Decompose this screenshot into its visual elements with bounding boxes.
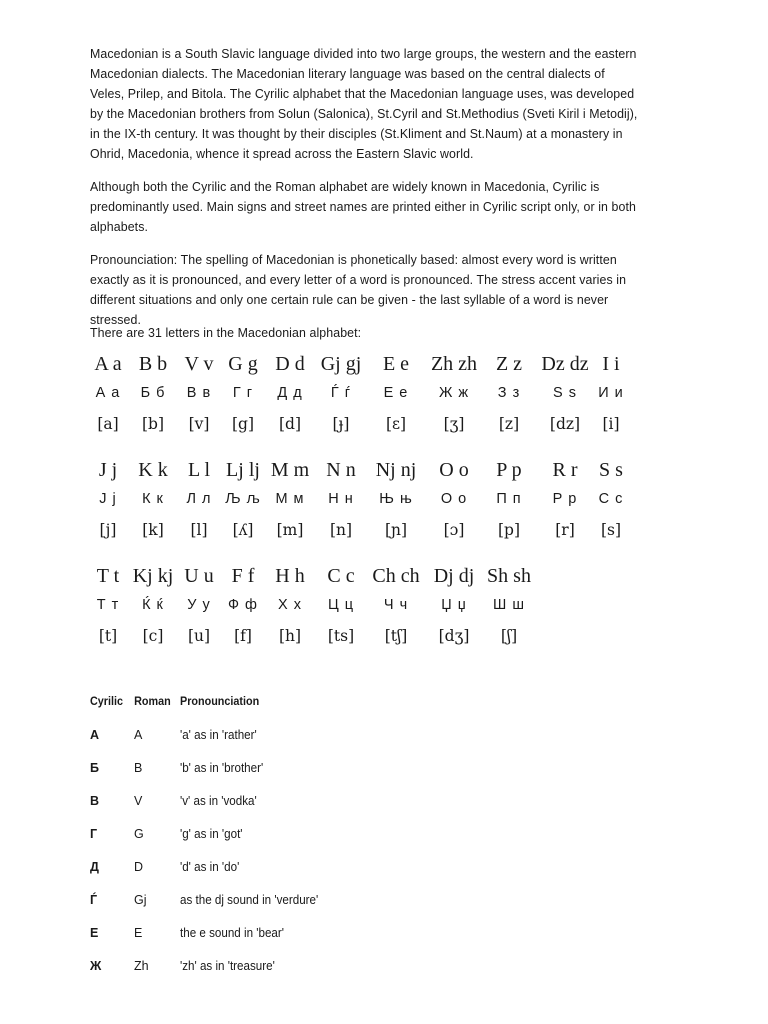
letter-roman: N n xyxy=(326,459,356,481)
header-roman: Roman xyxy=(134,694,171,708)
pronunciation-paragraph: Pronounciation: The spelling of Macedonian is phonetically based: almost every word is written exactly as it is pronounced, and every letter of a word is pronounced. The stress accent varies in different situations and only one certain rule can be given - the last syllable of a word is never stressed. xyxy=(90,252,627,327)
letter-roman: Kj kj xyxy=(132,565,174,587)
letter-cyrillic: П п xyxy=(496,491,522,507)
letter-ipa: [tʃ] xyxy=(384,627,408,645)
alphabet-cyrillic-row xyxy=(0,385,768,411)
letter-ipa: [k] xyxy=(142,521,164,539)
letter-cyrillic: Ф ф xyxy=(228,597,258,613)
cell-pronounciation: 'b' as in 'brother' xyxy=(180,761,264,775)
letter-roman: Nj nj xyxy=(375,459,417,481)
cell-roman: V xyxy=(134,794,143,808)
letter-roman: D d xyxy=(275,353,305,375)
letter-cyrillic: Л л xyxy=(186,491,212,507)
alphabet-ipa-row xyxy=(0,521,768,547)
letter-cyrillic: Г г xyxy=(232,385,254,401)
header-cyrilic: Cyrilic xyxy=(90,694,124,708)
letter-roman: Sh sh xyxy=(487,565,531,587)
letter-ipa: [i] xyxy=(602,415,620,433)
letter-ipa: [dʒ] xyxy=(438,627,470,645)
table-row xyxy=(90,728,590,746)
letter-ipa: [ʎ] xyxy=(232,521,254,539)
cell-pronounciation: 'zh' as in 'treasure' xyxy=(180,959,275,973)
cell-pronounciation: 'v' as in 'vodka' xyxy=(180,794,257,808)
intro-paragraph: Macedonian is a South Slavic language divided into two large groups, the western and the eastern Macedonian dialects. The Macedonian literary language was based on the central dialects of Veles, Prilep, and Bitola. The Cyrilic alphabet that the Macedonian language uses, was developed by the Macedonian brothers from Solun (Salonica), St.Cyril and St.Methodius (Sveti Kiril i Metodij), in the IX-th century. It was thought by their disciples (St.Kliment and St.Naum) at a monastery in Ohrid, Macedonia, whence it spread across the Eastern Slavic world. xyxy=(90,46,638,161)
letter-roman: G g xyxy=(228,353,258,375)
table-row xyxy=(90,860,590,878)
letter-roman: F f xyxy=(231,565,255,587)
letter-cyrillic: Ќ ќ xyxy=(142,597,164,613)
alphabet-ipa-row xyxy=(0,627,768,653)
letter-cyrillic: Љ љ xyxy=(225,491,261,507)
letter-ipa: [ʒ] xyxy=(443,415,465,433)
letter-ipa: [h] xyxy=(278,627,302,645)
letter-cyrillic: Ж ж xyxy=(438,385,470,401)
letter-cyrillic: Д д xyxy=(277,385,303,401)
letter-roman: M m xyxy=(270,459,310,481)
letter-cyrillic: Ј ј xyxy=(99,491,117,507)
letter-ipa: [l] xyxy=(190,521,208,539)
table-row xyxy=(90,794,590,812)
letter-cyrillic: Е е xyxy=(383,385,409,401)
letter-cyrillic: Б б xyxy=(140,385,166,401)
letter-roman: L l xyxy=(187,459,211,481)
cell-cyrilic: Г xyxy=(90,827,98,841)
alphabet-ipa-row xyxy=(0,415,768,441)
letter-cyrillic: Х х xyxy=(278,597,302,613)
letter-cyrillic: Њ њ xyxy=(379,491,413,507)
letter-cyrillic: Ѕ ѕ xyxy=(553,385,577,401)
cell-cyrilic: А xyxy=(90,728,100,742)
letter-ipa: [ɛ] xyxy=(385,415,407,433)
letter-cyrillic: З з xyxy=(497,385,521,401)
letter-ipa: [f] xyxy=(234,627,252,645)
letter-roman: Ch ch xyxy=(372,565,420,587)
cell-roman: G xyxy=(134,827,144,841)
table-row xyxy=(90,893,590,911)
letter-cyrillic: Р р xyxy=(552,491,578,507)
letter-cyrillic: Т т xyxy=(96,597,120,613)
cell-roman: B xyxy=(134,761,143,775)
letter-ipa: [a] xyxy=(97,415,119,433)
letter-ipa: [ɲ] xyxy=(384,521,408,539)
letter-cyrillic: Џ џ xyxy=(441,597,467,613)
letter-roman: O o xyxy=(439,459,469,481)
letter-roman: R r xyxy=(552,459,578,481)
letter-ipa: [ts] xyxy=(327,627,355,645)
alphabet-roman-row xyxy=(0,353,768,379)
letter-ipa: [z] xyxy=(498,415,520,433)
letter-roman: T t xyxy=(96,565,120,587)
cell-cyrilic: Д xyxy=(90,860,99,874)
letter-ipa: [ɔ] xyxy=(443,521,465,539)
letter-roman: Gj gj xyxy=(320,353,362,375)
cell-roman: Zh xyxy=(134,959,149,973)
letter-cyrillic: И и xyxy=(598,385,624,401)
letter-cyrillic: К к xyxy=(142,491,164,507)
cell-pronounciation: 'a' as in 'rather' xyxy=(180,728,257,742)
letter-cyrillic: А а xyxy=(95,385,121,401)
letter-ipa: [d] xyxy=(278,415,302,433)
letter-ipa: [p] xyxy=(497,521,521,539)
letter-roman: I i xyxy=(602,353,620,375)
letter-cyrillic: М м xyxy=(275,491,305,507)
letter-roman: V v xyxy=(184,353,214,375)
letter-roman: P p xyxy=(496,459,522,481)
alphabet-cyrillic-row xyxy=(0,597,768,623)
cell-roman: D xyxy=(134,860,144,874)
table-row xyxy=(90,827,590,845)
alphabet-roman-row xyxy=(0,565,768,591)
letter-roman: S s xyxy=(599,459,623,481)
cell-cyrilic: В xyxy=(90,794,100,808)
cell-cyrilic: Е xyxy=(90,926,99,940)
cell-pronounciation: the e sound in 'bear' xyxy=(180,926,284,940)
letter-ipa: [u] xyxy=(187,627,211,645)
letter-ipa: [c] xyxy=(142,627,164,645)
letter-roman: B b xyxy=(138,353,168,375)
cell-cyrilic: Ж xyxy=(90,959,102,973)
letter-roman: E e xyxy=(382,353,410,375)
usage-paragraph: Although both the Cyrilic and the Roman alphabet are widely known in Macedonia, Cyrilic is predominantly used. Main signs and street names are printed either in Cyrilic script only, or in both alphabets. xyxy=(90,179,636,234)
cell-roman: E xyxy=(134,926,143,940)
letter-cyrillic: У у xyxy=(187,597,211,613)
letter-ipa: [s] xyxy=(600,521,622,539)
letter-cyrillic: Ч ч xyxy=(383,597,409,613)
letter-roman: U u xyxy=(184,565,214,587)
letter-ipa: [m] xyxy=(276,521,304,539)
header-pronounciation: Pronounciation xyxy=(180,694,260,708)
letter-cyrillic: О о xyxy=(440,491,468,507)
letter-ipa: [v] xyxy=(188,415,210,433)
letter-roman: H h xyxy=(275,565,305,587)
cell-pronounciation: 'd' as in 'do' xyxy=(180,860,240,874)
cell-roman: A xyxy=(134,728,143,742)
letter-roman: C c xyxy=(327,565,355,587)
cell-pronounciation: 'g' as in 'got' xyxy=(180,827,243,841)
letter-ipa: [b] xyxy=(141,415,165,433)
cell-cyrilic: Ѓ xyxy=(90,893,98,907)
letter-ipa: [g] xyxy=(231,415,255,433)
letter-ipa: [ɟ] xyxy=(332,415,350,433)
table-row xyxy=(90,959,590,977)
letter-roman: A a xyxy=(94,353,122,375)
letter-cyrillic: В в xyxy=(186,385,212,401)
cell-roman: Gj xyxy=(134,893,147,907)
letter-roman: Dz dz xyxy=(541,353,589,375)
letter-roman: Dj dj xyxy=(433,565,475,587)
letter-cyrillic: Н н xyxy=(328,491,354,507)
letter-roman: Z z xyxy=(495,353,523,375)
letter-ipa: [t] xyxy=(98,627,118,645)
letter-roman: J j xyxy=(98,459,118,481)
letter-ipa: [j] xyxy=(99,521,117,539)
letter-roman: Zh zh xyxy=(430,353,478,375)
letter-cyrillic: Ѓ ѓ xyxy=(330,385,352,401)
table-row xyxy=(90,761,590,779)
alphabet-cyrillic-row xyxy=(0,491,768,517)
cell-cyrilic: Б xyxy=(90,761,99,775)
letter-cyrillic: Ц ц xyxy=(327,597,355,613)
letter-ipa: [n] xyxy=(329,521,353,539)
letter-cyrillic: С с xyxy=(598,491,624,507)
letter-roman: Lj lj xyxy=(226,459,260,481)
table-row xyxy=(90,926,590,944)
letter-ipa: [r] xyxy=(555,521,575,539)
letter-count-paragraph: There are 31 letters in the Macedonian alphabet: xyxy=(90,325,362,340)
letter-cyrillic: Ш ш xyxy=(493,597,525,613)
letter-ipa: [dz] xyxy=(549,415,581,433)
alphabet-roman-row xyxy=(0,459,768,485)
cell-pronounciation: as the dj sound in 'verdure' xyxy=(180,893,319,907)
letter-roman: K k xyxy=(138,459,168,481)
letter-ipa: [ʃ] xyxy=(500,627,518,645)
